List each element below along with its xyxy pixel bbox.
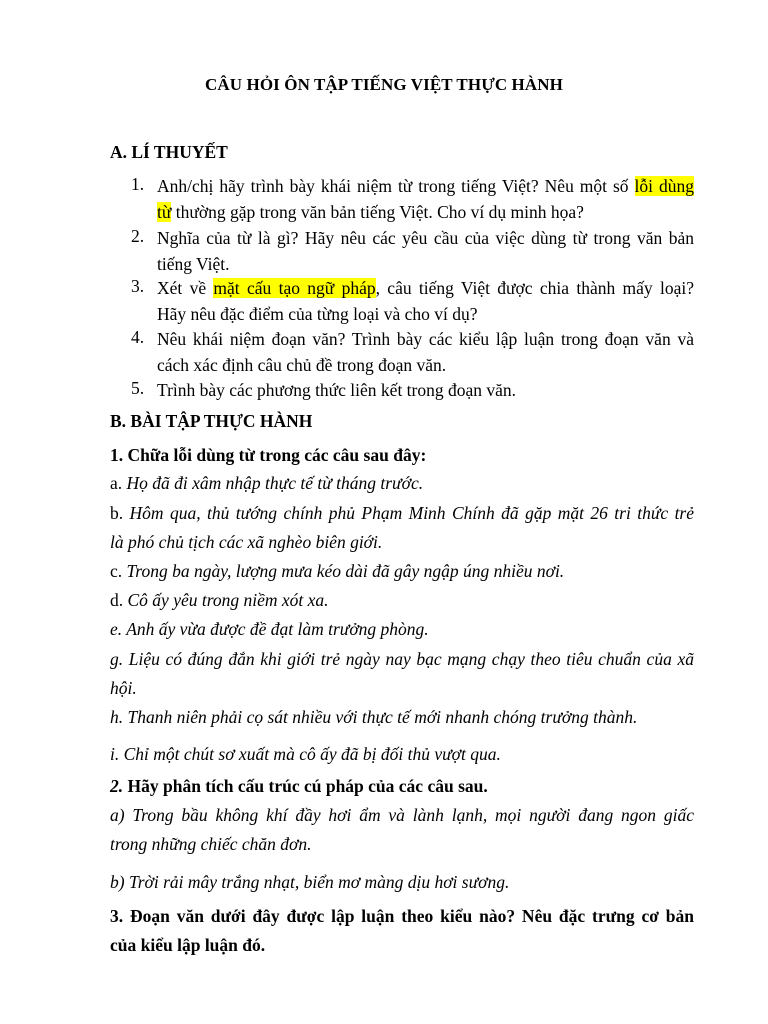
exercise-heading-line: của kiểu lập luận đó. bbox=[110, 935, 266, 955]
list-item-text bbox=[157, 276, 694, 327]
exercise-item: e. Anh ấy vừa được đề đạt làm trưởng phòng. bbox=[110, 619, 429, 639]
list-item-text-part: Anh/chị hãy trình bày khái niệm từ trong tiếng Việt? Nêu một số bbox=[157, 176, 635, 196]
exercise-3-heading bbox=[110, 902, 694, 960]
exercise-item bbox=[110, 499, 694, 557]
list-item-line: Nghĩa của từ là gì? Hãy nêu các yêu cầu của việc dùng từ trong văn bản bbox=[157, 228, 694, 248]
list-item-number: 5. bbox=[131, 378, 145, 398]
item-text: Hôm qua, thủ tướng chính phủ Phạm Minh Chính đã gặp mặt 26 tri thức trẻ bbox=[129, 503, 695, 523]
exercise-item: b) Trời rải mây trắng nhạt, biển mơ màng dịu hơi sương. bbox=[110, 872, 510, 892]
exercise-item bbox=[110, 557, 694, 586]
exercise-item bbox=[110, 586, 694, 615]
list-item-text bbox=[157, 174, 694, 225]
exercise-number: 2. bbox=[110, 776, 124, 796]
list-item-text-part: Xét về bbox=[157, 278, 214, 298]
item-text: g. Liệu có đúng đắn khi giới trẻ ngày nay bạc mạng chạy theo tiêu chuẩn của xã bbox=[110, 649, 694, 669]
list-item-number: 4. bbox=[131, 327, 145, 347]
item-text: trong những chiếc chăn đơn. bbox=[110, 834, 312, 854]
item-text: Trong ba ngày, lượng mưa kéo dài đã gây ngập úng nhiều nơi. bbox=[126, 561, 565, 581]
item-text: hội. bbox=[110, 678, 137, 698]
list-item-number: 1. bbox=[131, 174, 145, 194]
list-item-text: Trình bày các phương thức liên kết trong đoạn văn. bbox=[157, 380, 517, 400]
exercise-item: h. Thanh niên phải cọ sát nhiều với thực tế mới nhanh chóng trưởng thành. bbox=[110, 707, 638, 727]
list-item-text bbox=[157, 226, 694, 277]
exercise-heading-line: 3. Đoạn văn dưới đây được lập luận theo kiểu nào? Nêu đặc trưng cơ bản bbox=[110, 906, 694, 926]
exercise-item bbox=[110, 645, 694, 703]
list-item-number: 3. bbox=[131, 276, 145, 296]
exercise-item bbox=[110, 801, 694, 859]
list-item-number: 2. bbox=[131, 226, 145, 246]
exercise-item: i. Chỉ một chút sơ xuất mà cô ấy đã bị đối thủ vượt qua. bbox=[110, 744, 501, 764]
list-item-line: tiếng Việt. bbox=[157, 253, 230, 274]
exercise-1-heading: 1. Chữa lỗi dùng từ trong các câu sau đây: bbox=[110, 445, 427, 465]
list-item-text bbox=[157, 327, 694, 378]
item-text: Cô ấy yêu trong niềm xót xa. bbox=[127, 590, 329, 610]
page-title: CÂU HỎI ÔN TẬP TIẾNG VIỆT THỰC HÀNH bbox=[205, 75, 563, 94]
item-text: Họ đã đi xâm nhập thực tế từ tháng trước. bbox=[126, 473, 424, 493]
list-item-text-part: , câu tiếng Việt được chia thành mấy loại? bbox=[375, 278, 694, 298]
list-item-line: Nêu khái niệm đoạn văn? Trình bày các kiểu lập luận trong đoạn văn và bbox=[157, 329, 694, 349]
list-item-line: Hãy nêu đặc điểm của từng loại và cho ví dụ? bbox=[157, 303, 478, 324]
item-label: b. bbox=[110, 503, 124, 523]
item-text: a) Trong bầu không khí đầy hơi ẩm và lành lạnh, mọi người đang ngon giấc bbox=[110, 805, 694, 825]
highlighted-text: mặt cấu tạo ngữ pháp bbox=[213, 278, 376, 298]
highlighted-text: lỗi dùng bbox=[634, 176, 694, 196]
item-text: là phó chủ tịch các xã nghèo biên giới. bbox=[110, 532, 383, 552]
exercise-2-heading bbox=[110, 776, 488, 797]
item-label: a. bbox=[110, 473, 123, 493]
list-item-text-part: thường gặp trong văn bản tiếng Việt. Cho ví dụ minh họa? bbox=[171, 201, 584, 222]
item-label: c. bbox=[110, 561, 123, 581]
list-item-line: cách xác định câu chủ đề trong đoạn văn. bbox=[157, 354, 447, 375]
highlighted-text: từ bbox=[157, 201, 172, 222]
exercise-item bbox=[110, 469, 694, 498]
section-b-heading: B. BÀI TẬP THỰC HÀNH bbox=[110, 411, 313, 431]
section-a-heading: A. LÍ THUYẾT bbox=[110, 142, 228, 162]
item-label: d. bbox=[110, 590, 124, 610]
exercise-heading-text: Hãy phân tích cấu trúc cú pháp của các câu sau. bbox=[123, 776, 488, 796]
